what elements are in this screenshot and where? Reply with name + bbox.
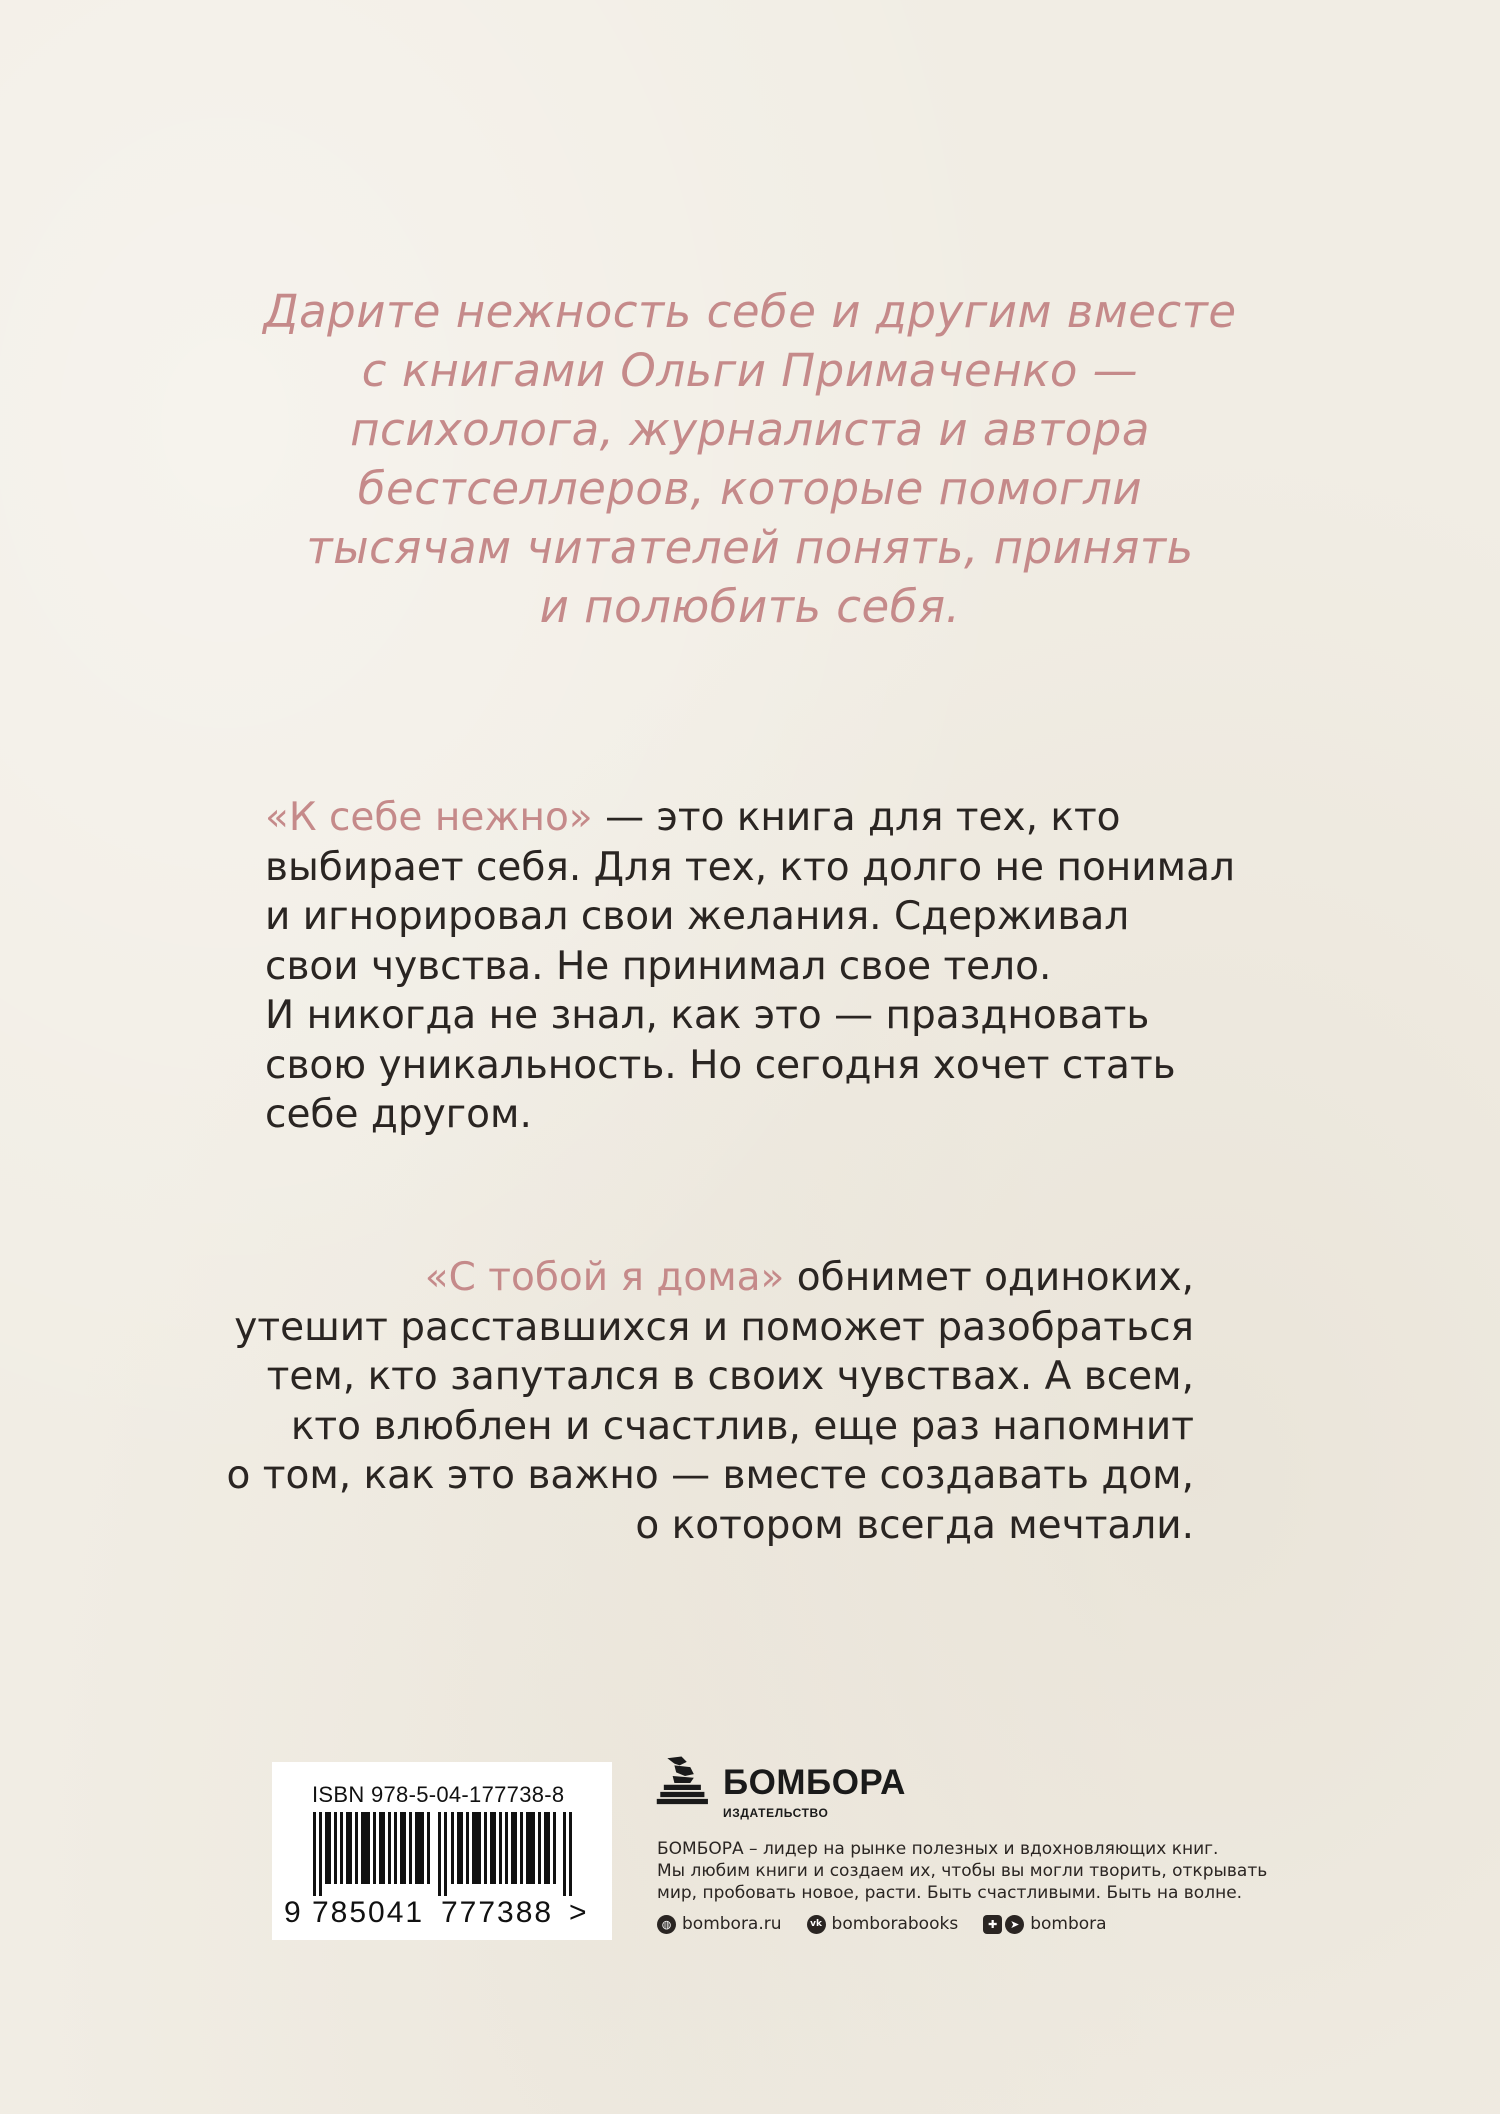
blurb-line: и полюбить себя. [539,580,961,633]
paragraph-first-line: «К себе нежно» — это книга для тех, кто [265,795,1121,840]
blurb-line: психолога, журналиста и автора [350,403,1150,456]
bombora-logo-icon [655,1752,715,1814]
paragraph-line: выбирает себя. Для тех, кто долго не понимал [265,844,1235,890]
ean-digits: 9 785041 777388 > [284,1896,587,1929]
social-link-vk[interactable]: vk bomborabooks [807,1914,959,1934]
social-links [657,1914,1132,1934]
book-description-1 [265,793,1265,1140]
barcode-panel [272,1762,612,1940]
paragraph-line: утешит расставшихся и поможет разобраться [234,1304,1194,1350]
book-description-2 [200,1253,1194,1550]
social-link-telegram[interactable]: ✚ ➤ bombora [983,1914,1106,1934]
blurb-line: с книгами Ольги Примаченко — [361,344,1139,397]
globe-icon: ◍ [657,1915,676,1934]
telegram-icon: ➤ [1005,1915,1024,1934]
book-title-k-sebe-nezhno: «К себе нежно» [265,795,593,840]
paragraph-first-line: «С тобой я дома» обнимет одиноких, [424,1255,1194,1300]
plus-icon: ✚ [983,1915,1002,1934]
publisher-subtitle: ИЗДАТЕЛЬСТВО [723,1806,829,1820]
isbn-label: ISBN 978-5-04-177738-8 [312,1782,565,1807]
blurb-line: тысячам читателей понять, принять [306,521,1194,574]
paragraph-line: кто влюблен и счастлив, еще раз напомнит [290,1403,1194,1449]
social-link-website[interactable]: ◍ bombora.ru [657,1914,782,1934]
paragraph-line: тем, кто запутался в своих чувствах. А всем, [266,1354,1194,1399]
paragraph-line: свои чувства. Не принимал свое тело. [265,943,1052,989]
paragraph-line: о котором всегда мечтали. [635,1502,1194,1548]
paragraph-line: И никогда не знал, как это — праздновать [265,993,1150,1038]
publisher-description: БОМБОРА – лидер на рынке полезных и вдохновляющих книг. Мы любим книги и создаем их, чтобы вы могли творить, открывать мир, пробовать новое, расти. Быть счастливыми. Быть на волне. [657,1839,1268,1903]
barcode-icon [313,1812,575,1896]
blurb-line: Дарите нежность себе и другим вместе [263,285,1237,338]
blurb-line: бестселлеров, которые помогли [357,462,1143,515]
paragraph-line: и игнорировал свои желания. Сдерживал [265,894,1130,939]
publisher-name: БОМБОРА [723,1763,906,1802]
paragraph-line: свою уникальность. Но сегодня хочет стать [265,1042,1176,1088]
paragraph-line: себе другом. [265,1092,532,1137]
paragraph-line: о том, как это важно — вместе создавать дом, [226,1453,1194,1498]
cover-blurb [200,282,1300,636]
book-title-s-toboy-ya-doma: «С тобой я дома» [424,1255,785,1300]
vk-icon: vk [807,1915,826,1934]
